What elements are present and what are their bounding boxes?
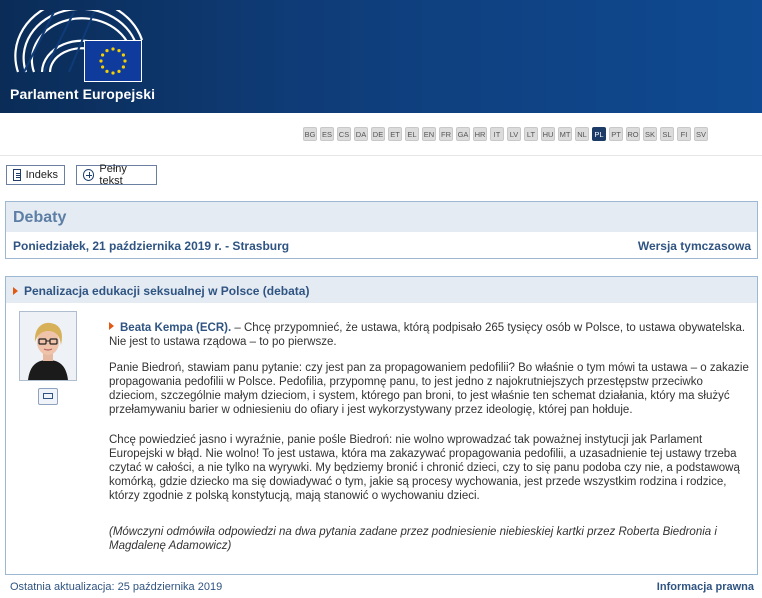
language-option-pl[interactable]: PL bbox=[592, 127, 606, 141]
language-option-sv[interactable]: SV bbox=[694, 127, 708, 141]
debate-date: Poniedziałek, 21 października 2019 r. - Strasburg bbox=[13, 239, 290, 253]
language-option-en[interactable]: EN bbox=[422, 127, 436, 141]
language-option-nl[interactable]: NL bbox=[575, 127, 589, 141]
full-text-button[interactable] bbox=[76, 165, 157, 185]
arrow-right-icon bbox=[13, 287, 18, 295]
language-option-it[interactable]: IT bbox=[490, 127, 504, 141]
speech-paragraph: Panie Biedroń, stawiam panu pytanie: czy jest pan za propagowaniem pedofilii? Bo właśnie o tym mówi ta ustawa – o zakazie propagowania pedofilii w Polsce. Pedofilia, przypomnę panu, to jest jedno z najokrutniejszych przestępstw przeciwko dzieciom, szczególnie małym dzieciom, i system, którego pan broni, to jest właśnie ten schemat działania, który ma służyć przełamywaniu barier w odniesieniu do ofiary i jest wykorzystywany przez ideologię, której pan hołduje. bbox=[109, 362, 749, 416]
language-option-da[interactable]: DA bbox=[354, 127, 368, 141]
version-label: Wersja tymczasowa bbox=[637, 239, 751, 253]
language-option-fi[interactable]: FI bbox=[677, 127, 691, 141]
index-button-label: Indeks bbox=[25, 169, 58, 181]
procedural-note: (Mówczyni odmówiła odpowiedzi na dwa pytania zadane przez podniesienie niebieskiej kartki przez Roberta Biedronia i Magdalenę Adamowicz) bbox=[109, 526, 717, 552]
language-option-ro[interactable]: RO bbox=[626, 127, 640, 141]
index-button[interactable] bbox=[6, 165, 65, 185]
language-option-es[interactable]: ES bbox=[320, 127, 334, 141]
site-logo-text[interactable]: Parlament Europejski bbox=[10, 86, 156, 102]
document-icon bbox=[13, 169, 21, 181]
legal-notice-link[interactable]: Informacja prawna bbox=[656, 581, 754, 593]
language-option-de[interactable]: DE bbox=[371, 127, 385, 141]
language-option-sk[interactable]: SK bbox=[643, 127, 657, 141]
page-title: Debaty bbox=[6, 202, 757, 232]
language-option-fr[interactable]: FR bbox=[439, 127, 453, 141]
last-update-text: Ostatnia aktualizacja: 25 października 2019 bbox=[10, 581, 223, 593]
site-header bbox=[0, 0, 762, 113]
video-icon[interactable] bbox=[38, 388, 58, 405]
debate-item-header bbox=[6, 277, 757, 303]
debates-panel bbox=[5, 201, 758, 259]
speech-paragraph bbox=[109, 321, 749, 349]
language-option-ga[interactable]: GA bbox=[456, 127, 470, 141]
language-option-pt[interactable]: PT bbox=[609, 127, 623, 141]
language-option-cs[interactable]: CS bbox=[337, 127, 351, 141]
debate-item-panel bbox=[5, 276, 758, 575]
language-option-el[interactable]: EL bbox=[405, 127, 419, 141]
language-option-hu[interactable]: HU bbox=[541, 127, 555, 141]
arrow-right-icon bbox=[109, 322, 114, 330]
plus-circle-icon bbox=[83, 169, 94, 181]
language-bar bbox=[0, 113, 762, 156]
language-option-sl[interactable]: SL bbox=[660, 127, 674, 141]
full-text-button-label: Pełny tekst bbox=[99, 163, 127, 187]
speech-paragraph: Chcę powiedzieć jasno i wyraźnie, panie pośle Biedroń: nie wolno wprowadzać tak poważnej instytucji jak Parlament Europejski w błąd. Nie wolno! To jest ustawa, która ma zakazywać propagowania pedofilii, a uzasadnienie tej ustawy trzeba czytać w całości, a nie tylko na wyrywki. My będziemy bronić i chronić dzieci, czy to się panu podoba czy nie, a podstawową komórką, gdzie dziecko ma się dowiadywać o tym, jakie są procesy wychowania, jest przede wszystkim rodzina i rodzice, którzy zgodnie z polską konstytucją, mają stanowić o wychowaniu dzieci. bbox=[109, 434, 740, 502]
speech-text: – Chcę przypomnieć, że ustawa, którą podpisało 265 tysięcy osób w Polsce, to ustawa obywatelska. Nie jest to ustawa rządowa – to po pierwsze. bbox=[109, 322, 746, 348]
debate-item-title: Penalizacja edukacji seksualnej w Polsce (debata) bbox=[24, 284, 310, 298]
language-option-lt[interactable]: LT bbox=[524, 127, 538, 141]
language-option-lv[interactable]: LV bbox=[507, 127, 521, 141]
language-option-bg[interactable]: BG bbox=[303, 127, 317, 141]
speaker-photo[interactable] bbox=[19, 311, 77, 381]
language-option-et[interactable]: ET bbox=[388, 127, 402, 141]
language-selector bbox=[303, 127, 708, 141]
language-option-hr[interactable]: HR bbox=[473, 127, 487, 141]
eu-flag-icon bbox=[84, 40, 142, 82]
language-option-mt[interactable]: MT bbox=[558, 127, 572, 141]
speaker-name-link[interactable]: Beata Kempa (ECR). bbox=[120, 322, 232, 334]
